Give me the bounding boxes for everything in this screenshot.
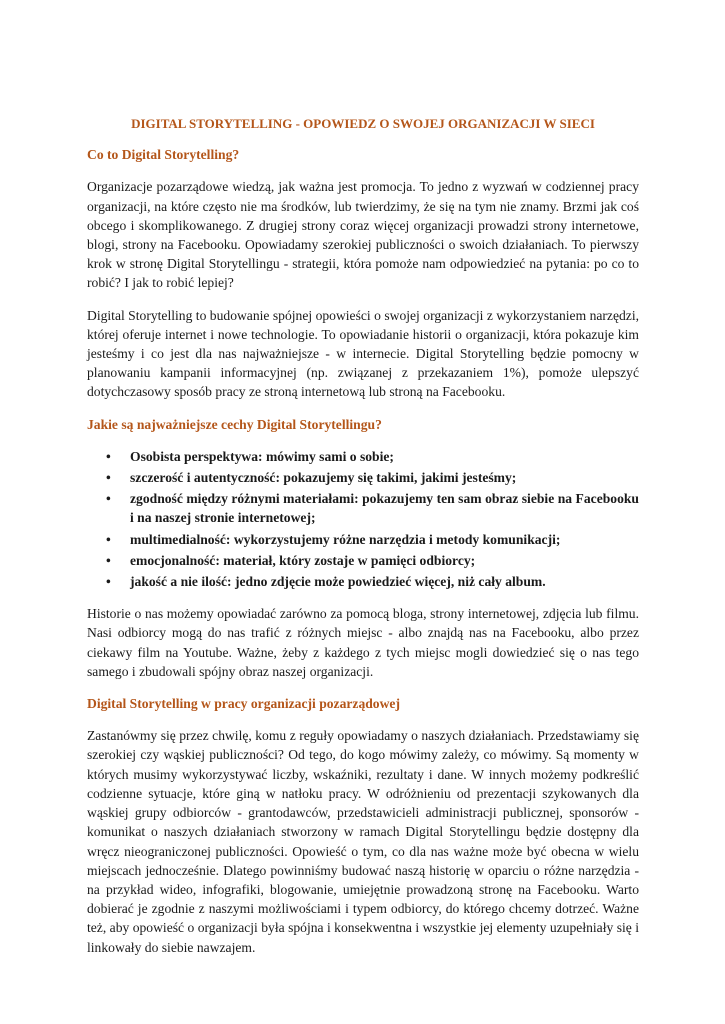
- section-heading-ngo-work: Digital Storytelling w pracy organizacji pozarządowej: [87, 696, 400, 712]
- bullet-icon: •: [106, 574, 111, 590]
- document-page: [87, 114, 639, 970]
- list-item-text: multimedialność: wykorzystujemy różne narzędzia i metody komunikacji;: [130, 531, 561, 547]
- list-item: [87, 447, 639, 466]
- bullet-icon: •: [106, 552, 111, 568]
- list-item: [87, 530, 639, 549]
- list-item: [87, 489, 639, 527]
- features-list: [87, 447, 639, 591]
- list-item-text: emocjonalność: materiał, który zostaje w pamięci odbiorcy;: [130, 552, 476, 568]
- list-item-text: Osobista perspektywa: mówimy sami o sobie;: [130, 448, 394, 464]
- list-item: [87, 551, 639, 570]
- section-heading-what-is: Co to Digital Storytelling?: [87, 147, 240, 163]
- bullet-icon: •: [106, 470, 111, 486]
- list-item-text: zgodność między różnymi materiałami: pokazujemy ten sam obraz siebie na Facebooku i na naszej stronie internetowej;: [130, 491, 639, 526]
- list-item-text: jakość a nie ilość: jedno zdjęcie może powiedzieć więcej, niż cały album.: [130, 574, 546, 590]
- bullet-icon: •: [106, 531, 111, 547]
- list-item-text: szczerość i autentyczność: pokazujemy się takimi, jakimi jesteśmy;: [130, 470, 517, 486]
- paragraph: Zastanówmy się przez chwilę, komu z reguły opowiadamy o naszych działaniach. Przedstawiamy się szerokiej czy wąskiej publiczności? Od tego, do kogo mówimy zależy, co mówimy. Są momenty w których musimy wykorzystywać liczby, wskaźniki, rezultaty i dane. W innych możemy podkreślić codzienne sytuacje, które giną w natłoku pracy. W odróżnieniu od prezentacji szykowanych dla wąskiej grupy odbiorców - grantodawców, przedstawicieli administracji publicznej, sponsorów - komunikat o naszych działaniach stworzony w ramach Digital Storytellingu będzie dostępny dla wręcz nieograniczonej publiczności. Opowieść o tym, co dla nas ważne może być obecna w wielu miejscach jednocześnie. Dlatego powinniśmy budować naszą historię w oparciu o różne narzędzia - na przykład wideo, infografiki, blogowanie, umiejętnie prowadzoną stronę na Facebooku. Warto dobierać je zgodnie z naszymi możliwościami i typem odbiorcy, do którego chcemy dotrzeć. Ważne też, aby opowieść o organizacji była spójna i konsekwentna i wszystkie jej elementy uzupełniały się i linkowały do siebie nawzajem.: [87, 728, 639, 955]
- bullet-icon: •: [106, 448, 111, 464]
- list-item: [87, 572, 639, 591]
- bullet-icon: •: [106, 491, 111, 507]
- paragraph: Digital Storytelling to budowanie spójnej opowieści o swojej organizacji z wykorzystaniem narzędzi, której oferuje internet i nowe technologie. To opowiadanie historii o organizacji, która pokazuje kim jesteśmy i co jest dla nas najważniejsze - w internecie. Digital Storytelling będzie pomocny w planowaniu kampanii informacyjnej (np. związanej z przekazaniem 1%), pomoże ulepszyć dotychczasowy sposób pracy ze stroną internetową lub stroną na Facebooku.: [87, 307, 639, 400]
- paragraph: Historie o nas możemy opowiadać zarówno za pomocą bloga, strony internetowej, zdjęcia lub filmu. Nasi odbiorcy mogą do nas trafić z różnych miejsc - albo znajdą nas na Facebooku, albo przez ciekawy film na Youtube. Ważne, żeby z każdego z tych miejsc mogli dowiedzieć się o nas tego samego i zbudowali spójny obraz naszej organizacji.: [87, 606, 639, 679]
- paragraph: Organizacje pozarządowe wiedzą, jak ważna jest promocja. To jedno z wyzwań w codziennej pracy organizacji, na które często nie ma środków, lub twierdzimy, że się na tym nie znamy. Brzmi jak coś obcego i skomplikowanego. Z drugiej strony coraz więcej organizacji prowadzi strony internetowe, blogi, strony na Facebooku. Opowiadamy szerokiej publiczności o swoich działaniach. To pierwszy krok w stronę Digital Storytellingu - strategii, która pomoże nam odpowiedzieć na pytania: po co to robić? I jak to robić lepiej?: [87, 179, 639, 291]
- section-heading-features: Jakie są najważniejsze cechy Digital Storytellingu?: [87, 416, 382, 432]
- list-item: [87, 468, 639, 487]
- document-title: DIGITAL STORYTELLING - OPOWIEDZ O SWOJEJ ORGANIZACJI W SIECI: [131, 116, 595, 131]
